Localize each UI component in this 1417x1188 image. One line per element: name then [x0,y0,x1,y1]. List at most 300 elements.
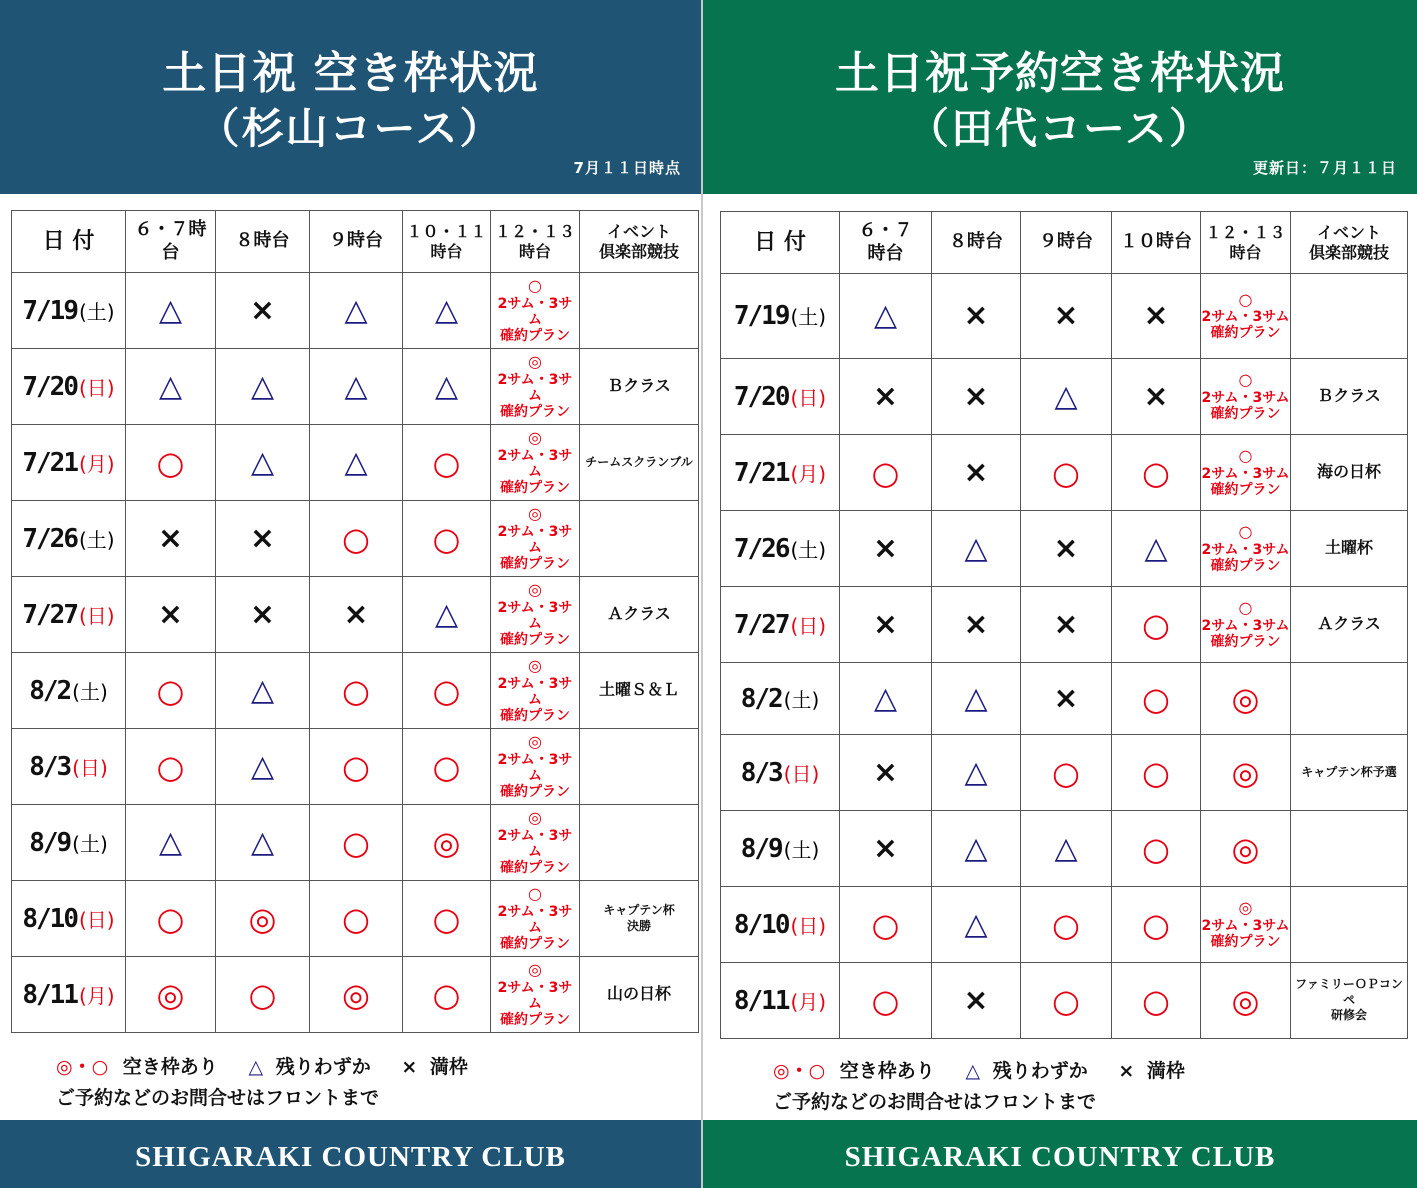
few-left-triangle-icon: △ [964,906,988,942]
full-cross-icon: × [963,606,989,642]
available-circle-icon: ○ [342,823,370,862]
slot-cell [403,881,491,957]
few-left-triangle-icon: △ [1054,830,1078,866]
date-cell [12,653,126,729]
available-circle-icon: ○ [1238,289,1253,309]
plan-info [491,353,579,420]
plan-guaranteed-label: 確約プラン [500,783,570,800]
table-row [12,805,699,881]
date-cell [721,511,840,587]
slot-cell [403,501,491,577]
column-header: １０時台 [1112,212,1201,274]
plan-cell [1201,511,1291,587]
few-left-triangle-icon: △ [1144,530,1168,566]
full-cross-icon: × [1143,298,1169,333]
full-cross-icon: × [963,298,989,333]
plan-players-label: 2サム・3サム [497,903,573,936]
weekday: (月) [79,451,115,476]
date-cell [721,359,840,435]
few-left-triangle-icon: △ [250,824,275,860]
plan-guaranteed-label: 確約プラン [1210,405,1281,422]
slot-cell [310,501,403,577]
slot-cell [1112,735,1201,811]
event-cell [1291,811,1408,887]
event-cell: 土曜Ｓ＆Ｌ [580,653,699,729]
table-row [721,887,1408,963]
table-row [12,273,699,349]
few-left-triangle-icon: △ [873,680,898,716]
weekday: (月) [790,461,827,486]
slot-cell [403,577,491,653]
plan-guaranteed-label: 確約プラン [500,631,570,648]
available-circle-icon: ○ [1052,981,1080,1020]
date: 7/21 [733,457,789,488]
available-circle-icon: ○ [432,975,461,1014]
plan-cell [1201,811,1291,887]
date-cell [721,274,840,359]
full-cross-icon: × [157,596,184,632]
available-double-circle-icon: ◎ [528,808,542,828]
slot-cell [310,805,403,881]
weekday: (日) [790,385,827,410]
available-double-circle-icon: ◎ [1231,829,1260,868]
event-cell: Ａクラス [580,577,699,653]
full-cross-icon: × [249,292,276,328]
few-left-triangle-icon: △ [158,824,183,860]
sugiyama-as-of-date: 7月１１日時点 [573,159,681,177]
slot-cell [1021,963,1112,1039]
slot-cell [1112,811,1201,887]
available-double-circle-icon: ◎ [528,580,542,600]
tashiro-title: 土日祝予約空き枠状況 [835,48,1285,99]
date-cell [721,663,840,735]
date: 8/3 [29,751,71,782]
table-row [721,274,1408,359]
available-circle-icon: ○ [156,747,185,786]
weekday: (日) [79,603,115,628]
column-header: １０・１１ 時台 [403,211,491,273]
date-cell [12,881,126,957]
date-cell [12,805,126,881]
table-row [12,425,699,501]
sugiyama-panel [0,0,701,1188]
tashiro-footer [703,1120,1417,1188]
available-circle-icon: ○ [1052,453,1080,492]
weekday: (土) [783,687,820,712]
plan-cell [491,805,580,881]
column-header: ９時台 [310,211,403,273]
available-circle-icon: ○ [432,671,461,710]
slot-cell [310,957,403,1033]
plan-info [491,505,579,572]
event-cell: 土曜杯 [1291,511,1408,587]
full-cross-icon: × [872,530,899,566]
column-header: イベント 倶楽部競技 [1291,212,1408,274]
column-header: イベント 倶楽部競技 [580,211,699,273]
available-double-circle-icon: ◎ [1231,679,1260,718]
slot-cell [932,663,1021,735]
available-circle-icon: ○ [156,899,185,938]
event-cell [580,273,699,349]
available-circle-icon: ○ [528,276,542,296]
few-left-triangle-icon: △ [158,368,183,404]
plan-players-label: 2サム・3サム [1201,309,1290,326]
plan-cell [491,349,580,425]
plan-players-label: 2サム・3サム [497,751,573,784]
table-row [721,587,1408,663]
sugiyama-subtitle: （杉山コース） [197,104,504,153]
slot-cell [840,887,932,963]
weekday: (土) [79,299,115,324]
date: 7/27 [22,599,77,630]
slot-cell [216,501,310,577]
plan-cell [491,957,580,1033]
weekday: (土) [72,679,108,704]
slot-cell [840,274,932,359]
slot-cell [840,963,932,1039]
plan-info [491,733,579,800]
full-cross-icon: × [872,378,899,414]
slot-cell [310,273,403,349]
available-circle-icon: ○ [432,899,461,938]
available-circle-icon: ○ [871,453,900,492]
date-cell [721,963,840,1039]
plan-info [1201,599,1290,650]
available-circle-icon: ○ [1238,522,1253,542]
plan-players-label: 2サム・3サム [497,447,573,480]
date-cell [721,887,840,963]
event-cell: キャプテン杯 決勝 [580,881,699,957]
full-cross-icon: × [963,454,989,490]
available-double-circle-icon: ◎ [342,975,370,1014]
slot-cell [1112,435,1201,511]
date-cell [12,349,126,425]
plan-info [1201,899,1290,950]
available-double-circle-icon: ◎ [1238,898,1253,918]
tashiro-schedule-table [720,211,1408,1039]
slot-cell [403,349,491,425]
date-cell [12,501,126,577]
full-cross-icon: × [249,520,276,556]
plan-players-label: 2サム・3サム [1201,465,1290,482]
plan-players-label: 2サム・3サム [1201,541,1290,558]
column-header: ８時台 [932,212,1021,274]
slot-cell [1112,663,1201,735]
event-cell [1291,663,1408,735]
weekday: (日) [79,907,115,932]
slot-cell [126,577,216,653]
slot-cell [403,273,491,349]
plan-cell [1201,887,1291,963]
few-left-triangle-icon: △ [964,754,988,790]
contact-note: ご予約などのお問合せはフロントまで [773,1091,1097,1113]
legend-available-icon: ◎・○ [56,1056,109,1078]
few-left-triangle-icon: △ [434,596,459,632]
available-circle-icon: ○ [342,519,370,558]
slot-cell [1021,511,1112,587]
slot-cell [403,805,491,881]
slot-cell [1112,587,1201,663]
available-circle-icon: ○ [432,443,461,482]
date-cell [12,577,126,653]
plan-players-label: 2サム・3サム [497,599,573,632]
plan-guaranteed-label: 確約プラン [500,555,570,572]
date-cell [12,957,126,1033]
plan-guaranteed-label: 確約プラン [1210,633,1281,650]
full-cross-icon: × [1053,530,1079,566]
weekday: (土) [790,305,827,329]
slot-cell [403,425,491,501]
event-cell: 海の日杯 [1291,435,1408,511]
date: 7/21 [22,447,77,478]
slot-cell [932,274,1021,359]
date: 8/10 [22,903,77,934]
slot-cell [932,435,1021,511]
table-row [721,511,1408,587]
legend-available-label: 空き枠あり [839,1060,935,1082]
few-left-triangle-icon: △ [1054,378,1078,414]
weekday: (土) [783,837,820,862]
available-double-circle-icon: ◎ [248,899,277,938]
full-cross-icon: × [963,378,989,414]
plan-guaranteed-label: 確約プラン [500,935,570,952]
slot-cell [1021,359,1112,435]
date: 8/9 [740,833,782,864]
plan-guaranteed-label: 確約プラン [1210,481,1281,498]
slot-cell [216,273,310,349]
slot-cell [1021,663,1112,735]
event-cell: Ｂクラス [1291,359,1408,435]
date: 7/26 [22,523,77,554]
slot-cell [216,881,310,957]
plan-cell [1201,963,1291,1039]
slot-cell [1112,963,1201,1039]
slot-cell [840,663,932,735]
slot-cell [932,887,1021,963]
legend-full-label: 満枠 [1146,1060,1185,1082]
plan-cell [1201,435,1291,511]
table-row [721,359,1408,435]
available-circle-icon: ○ [1052,905,1080,944]
few-left-triangle-icon: △ [344,444,368,480]
plan-cell [1201,663,1291,735]
full-cross-icon: × [343,596,369,632]
event-cell: キャプテン杯予選 [1291,735,1408,811]
few-left-triangle-icon: △ [434,292,459,328]
slot-cell [840,359,932,435]
event-cell: 山の日杯 [580,957,699,1033]
plan-info [491,809,579,876]
plan-guaranteed-label: 確約プラン [1210,325,1281,342]
date: 8/2 [29,675,71,706]
slot-cell [216,957,310,1033]
available-circle-icon: ○ [432,747,461,786]
available-circle-icon: ○ [871,905,900,944]
slot-cell [1021,887,1112,963]
plan-cell [491,577,580,653]
column-header: ６・７ 時台 [840,212,932,274]
available-circle-icon: ○ [342,899,370,938]
plan-guaranteed-label: 確約プラン [1210,557,1281,574]
slot-cell [216,805,310,881]
date-cell [721,435,840,511]
few-left-triangle-icon: △ [250,444,275,480]
available-double-circle-icon: ◎ [156,975,185,1014]
date: 7/20 [733,381,789,412]
slot-cell [1021,735,1112,811]
plan-info [491,277,579,344]
weekday: (日) [790,613,827,638]
table-row [12,653,699,729]
available-circle-icon: ○ [528,884,542,904]
few-left-triangle-icon: △ [344,368,368,404]
slot-cell [403,957,491,1033]
tashiro-header [703,0,1417,194]
plan-players-label: 2サム・3サム [497,371,573,404]
event-cell: ファミリーＯＰコンペ 研修会 [1291,963,1408,1039]
plan-guaranteed-label: 確約プラン [500,1011,570,1028]
full-cross-icon: × [872,754,899,790]
sugiyama-footer [0,1120,701,1188]
available-circle-icon: ○ [1238,598,1253,618]
few-left-triangle-icon: △ [250,672,275,708]
date: 8/2 [740,683,782,714]
legend-available-icon: ◎・○ [773,1060,826,1082]
available-double-circle-icon: ◎ [528,504,542,524]
plan-info [1201,523,1290,574]
few-left-triangle-icon: △ [964,830,988,866]
available-circle-icon: ○ [1142,829,1170,868]
available-double-circle-icon: ◎ [1231,981,1260,1020]
column-header: １２・１３ 時台 [1201,212,1291,274]
table-row [721,435,1408,511]
slot-cell [126,501,216,577]
slot-cell [126,881,216,957]
event-cell [580,729,699,805]
date-cell [12,425,126,501]
slot-cell [310,425,403,501]
table-row [721,811,1408,887]
slot-cell [310,653,403,729]
weekday: (土) [790,537,827,562]
slot-cell [216,653,310,729]
slot-cell [932,811,1021,887]
plan-cell [491,425,580,501]
plan-info [491,429,579,496]
plan-guaranteed-label: 確約プラン [500,479,570,496]
weekday: (土) [79,527,115,552]
plan-cell [1201,587,1291,663]
table-row [12,577,699,653]
legend-few-label: 残りわずか [992,1060,1088,1082]
available-circle-icon: ○ [1142,981,1170,1020]
plan-info [1201,447,1290,498]
plan-players-label: 2サム・3サム [1201,617,1290,634]
few-left-triangle-icon: △ [250,748,275,784]
slot-cell [840,735,932,811]
slot-cell [1021,811,1112,887]
contact-note: ご予約などのお問合せはフロントまで [56,1087,380,1109]
few-left-triangle-icon: △ [964,680,988,716]
slot-cell [840,587,932,663]
plan-info [1201,371,1290,422]
date: 7/19 [733,301,789,331]
date-cell [721,811,840,887]
available-double-circle-icon: ◎ [528,656,542,676]
legend-few-icon: △ [965,1060,981,1082]
table-row [12,729,699,805]
available-circle-icon: ○ [1142,753,1170,792]
available-double-circle-icon: ◎ [528,352,542,372]
event-cell: チームスクランブル [580,425,699,501]
slot-cell [310,729,403,805]
slot-cell [932,963,1021,1039]
date: 8/10 [733,909,789,940]
weekday: (日) [783,761,820,786]
slot-cell [126,957,216,1033]
available-circle-icon: ○ [342,671,370,710]
plan-info [1201,291,1290,342]
plan-info [491,885,579,952]
legend-few-icon: △ [248,1056,264,1078]
table-row [721,963,1408,1039]
table-row [12,501,699,577]
slot-cell [126,349,216,425]
plan-info [491,581,579,648]
date: 7/20 [22,371,77,402]
plan-guaranteed-label: 確約プラン [500,327,570,344]
plan-players-label: 2サム・3サム [497,523,573,556]
slot-cell [1021,435,1112,511]
weekday: (土) [72,831,108,856]
slot-cell [1021,274,1112,359]
slot-cell [310,881,403,957]
full-cross-icon: × [1053,680,1079,716]
weekday: (日) [790,913,827,938]
date-cell [12,273,126,349]
plan-cell [491,729,580,805]
plan-cell [491,501,580,577]
legend-few-label: 残りわずか [275,1056,371,1078]
plan-info [491,657,579,724]
available-circle-icon: ○ [156,443,185,482]
column-header: ６・７時台 [126,211,216,273]
date-cell [721,587,840,663]
available-circle-icon: ○ [432,519,461,558]
slot-cell [216,349,310,425]
legend-full-icon: × [1118,1060,1135,1082]
legend-full-label: 満枠 [429,1056,468,1078]
tashiro-subtitle: （田代コース） [907,104,1213,153]
available-double-circle-icon: ◎ [1231,753,1260,792]
table-row [721,663,1408,735]
plan-cell [1201,274,1291,359]
slot-cell [1112,511,1201,587]
slot-cell [840,811,932,887]
weekday: (日) [79,375,115,400]
available-circle-icon: ○ [1142,453,1170,492]
plan-cell [1201,359,1291,435]
plan-cell [1201,735,1291,811]
full-cross-icon: × [963,982,989,1018]
event-cell [1291,274,1408,359]
column-header: ８時台 [216,211,310,273]
few-left-triangle-icon: △ [158,292,183,328]
full-cross-icon: × [1053,606,1079,642]
slot-cell [126,425,216,501]
date-cell [721,735,840,811]
available-circle-icon: ○ [342,747,370,786]
